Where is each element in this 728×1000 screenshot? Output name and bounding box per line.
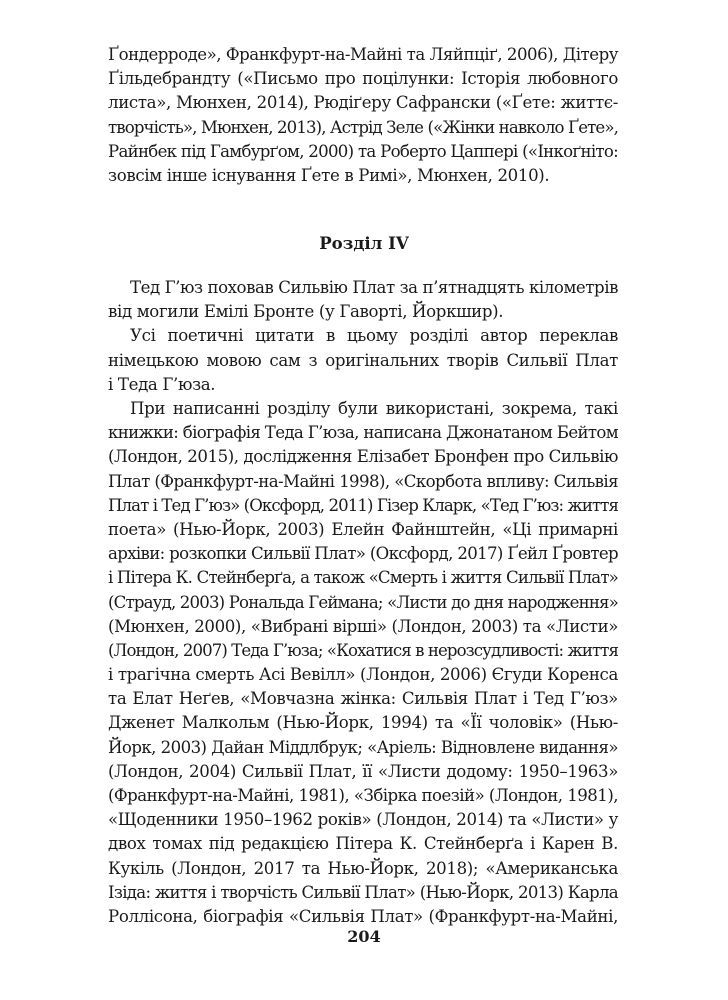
paragraph-sources <box>108 397 618 929</box>
text-line: листа», Мюнхен, 2014), Рюдіґеру Сафрански («Ґете: життє- <box>108 93 618 113</box>
text-line: Дженет Малкольм (Нью-Йорк, 1994) та «Її чоловік» (Нью- <box>108 713 618 733</box>
text-line: (Мюнхен, 2000), «Вибрані вірші» (Лондон, 2003) та «Листи» <box>108 616 618 636</box>
text-line: Райнбек під Гамбурґом, 2000) та Роберто Цаппері («Інкоґніто: <box>108 141 618 161</box>
text-line: (Лондон, 2015), дослідження Елізабет Бронфен про Сильвію <box>108 447 618 467</box>
text-line: Кукіль (Лондон, 2017 та Нью-Йорк, 2018); «Американська <box>108 858 618 878</box>
page-number: 204 <box>347 927 381 946</box>
text-line: (Лондон, 2007) Теда Г’юза; «Кохатися в нерозсудливості: життя <box>108 640 618 660</box>
text-line: (Франкфурт-на-Майні, 1981), «Збірка поезій» (Лондон, 1981), <box>108 786 618 805</box>
text-line: двох томах під редакцією Пітера К. Стейнберґа і Карен В. <box>108 834 618 854</box>
text-line: творчість», Мюнхен, 2013), Астрід Зеле («Жінки навколо Ґете», <box>108 117 618 137</box>
text-line: Плат (Франкфурт-на-Майні 1998), «Скорбота впливу: Сильвія <box>108 471 618 491</box>
text-line: При написанні розділу були використані, зокрема, такі <box>130 399 618 418</box>
paragraph-burial <box>108 276 618 324</box>
text-line: Усі поетичні цитати в цьому розділі автор переклав <box>130 326 618 346</box>
text-line: зовсім інше існування Ґете в Римі», Мюнхен, 2010). <box>108 165 550 185</box>
text-line: Ґондерроде», Франкфурт-на-Майні та Ляйпціґ, 2006), Дітеру <box>108 45 618 64</box>
text-line: та Елат Неґев, «Мовчазна жінка: Сильвія Плат і Тед Г’юз» <box>108 689 618 709</box>
text-line: і трагічна смерть Асі Вевілл» (Лондон, 2006) Єгуди Коренса <box>108 665 618 685</box>
paragraph-translation-note <box>108 324 618 397</box>
text-line: німецькою мовою сам з оригінальних творів Сильвії Плат <box>108 350 618 370</box>
text-line: Плат і Тед Г’юз» (Оксфорд, 2011) Гізер Кларк, «Тед Г’юз: життя <box>108 495 618 515</box>
text-line: Роллісона, біографія «Сильвія Плат» (Франкфурт-на-Майні, <box>108 906 618 926</box>
text-line: архіви: розкопки Сильвії Плат» (Оксфорд, 2017) Ґейл Ґровтер <box>108 544 618 564</box>
text-line: (Лондон, 2004) Сильвії Плат, її «Листи додому: 1950–1963» <box>108 761 618 781</box>
section-heading: Розділ IV <box>319 233 409 253</box>
text-line: Ґільдебрандту («Письмо про поцілунки: Історія любовного <box>108 69 618 89</box>
text-line: Йорк, 2003) Дайан Міддлбрук; «Аріель: Відновлене видання» <box>108 737 618 757</box>
text-line: поета» (Нью-Йорк, 2003) Елейн Файнштейн, «Ці примарні <box>108 519 618 539</box>
notes-paragraph-top <box>108 43 618 188</box>
text-line: «Щоденники 1950–1962 років» (Лондон, 2014) та «Листи» у <box>108 810 618 830</box>
text-line: і Пітера К. Стейнберґа, а також «Смерть і життя Сильвії Плат» <box>108 568 618 588</box>
text-line: книжки: біографія Теда Г’юза, написана Джонатаном Бейтом <box>108 423 618 443</box>
text-line: Тед Г’юз поховав Сильвію Плат за п’ятнадцять кілометрів <box>130 278 618 297</box>
text-line: і Теда Г’юза. <box>108 374 216 394</box>
text-line: від могили Емілі Бронте (у Гаворті, Йоркшир). <box>108 302 504 322</box>
text-line: (Страуд, 2003) Рональда Геймана; «Листи до дня народження» <box>108 592 618 612</box>
text-line: Ізіда: життя і творчість Сильвії Плат» (Нью-Йорк, 2013) Карла <box>108 882 618 902</box>
